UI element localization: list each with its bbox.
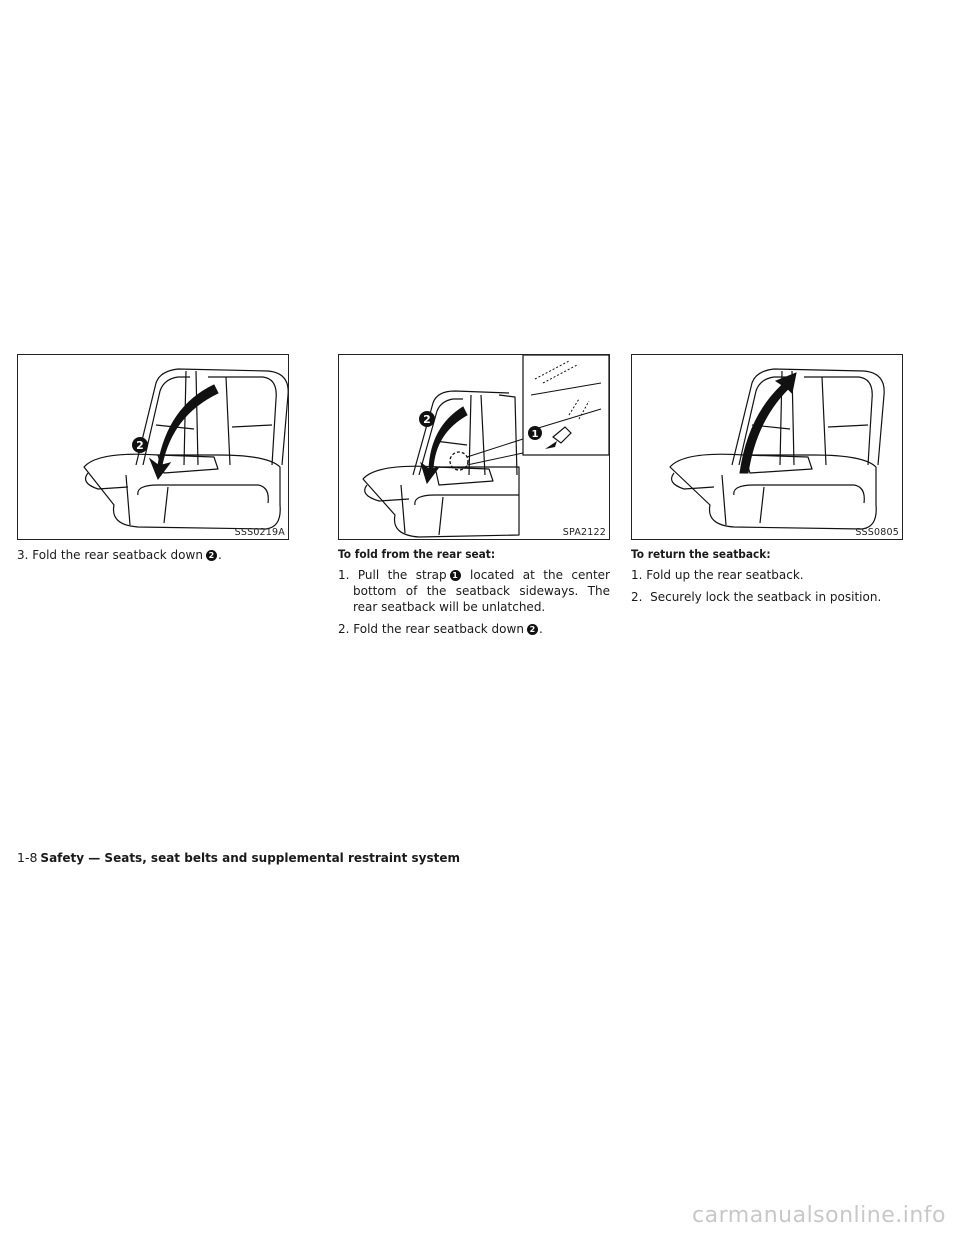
column-return-seatback xyxy=(631,354,903,611)
seat-illustration-2 xyxy=(339,355,609,539)
svg-text:1: 1 xyxy=(531,429,539,440)
figure-return-seatback xyxy=(631,354,903,540)
figure-code: SSS0219A xyxy=(234,527,285,538)
circled-number-2-icon: 2 xyxy=(206,550,217,561)
callout-2-icon xyxy=(419,411,435,427)
svg-text:2: 2 xyxy=(423,413,431,426)
seat-illustration-1 xyxy=(18,355,288,539)
watermark: carmanualsonline.info xyxy=(692,1203,946,1228)
step-1-pull-strap: 1. Pull the strap 1 located at the center bottom of the seatback sideways. The rear seatback will be unlatched. xyxy=(338,568,610,614)
circled-number-1-icon: 1 xyxy=(450,570,461,581)
figure-code: SSS0805 xyxy=(855,527,899,538)
section-title: Safety — Seats, seat belts and supplemental restraint system xyxy=(40,851,460,865)
step-1-fold-up: 1. Fold up the rear seatback. xyxy=(631,568,804,582)
step-2-lock: 2. Securely lock the seatback in position. xyxy=(631,590,882,604)
strap-detail-inset xyxy=(523,355,609,455)
step-3-fold-down: 3. Fold the rear seatback down 2 . xyxy=(17,548,222,562)
seat-illustration-3 xyxy=(632,355,902,539)
page-footer xyxy=(17,850,460,865)
page-number: 1-8 xyxy=(17,850,38,865)
heading-return-seatback: To return the seatback: xyxy=(631,547,771,561)
column-fold-from-rear xyxy=(338,354,610,643)
heading-fold-from-rear: To fold from the rear seat: xyxy=(338,547,496,561)
circled-number-2-icon: 2 xyxy=(527,624,538,635)
svg-text:2: 2 xyxy=(136,439,144,452)
figure-fold-seatback-down xyxy=(17,354,289,540)
callout-2-icon xyxy=(132,437,148,453)
figure-pull-strap xyxy=(338,354,610,540)
figure-code: SPA2122 xyxy=(562,527,606,538)
column-fold-down xyxy=(17,354,289,569)
step-2-fold-down: 2. Fold the rear seatback down 2 . xyxy=(338,622,543,636)
